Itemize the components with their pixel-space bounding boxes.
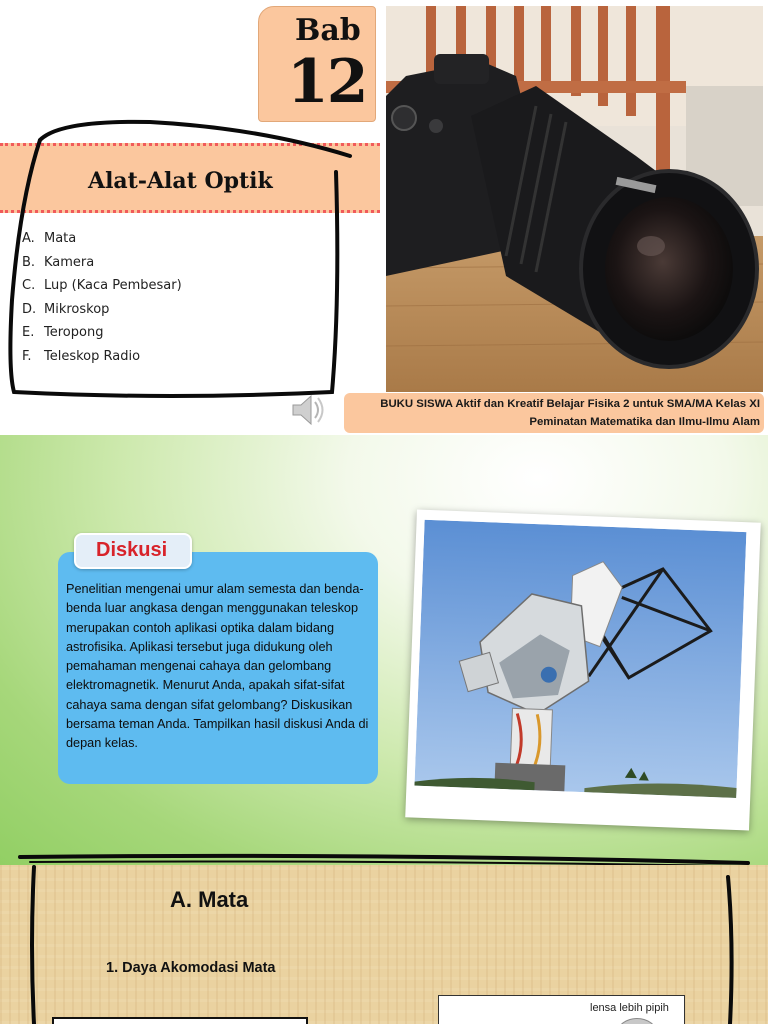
toc-item: C. Lup (Kaca Pembesar): [22, 278, 182, 294]
telescope-photo-frame: [405, 510, 761, 831]
slide-mata: [0, 865, 768, 1024]
slide-chapter-cover: [0, 0, 768, 435]
camera-photo: [386, 6, 763, 392]
toc-item: D. Mikroskop: [22, 301, 110, 317]
chapter-title-band: [0, 143, 380, 213]
diskusi-text: Penelitian mengenai umur alam semesta dan benda-benda luar angkasa dengan menggunakan teleskop merupakan contoh aplikasi optika dalam bidang astrofisika. Aplikasi tersebut juga didukung oleh pemahaman mengenai cahaya dan gelombang elektromagnetik. Menurut Anda, apakah sifat-sifat cahaya sama dengan sifat gelombang? Diskusikan bersama teman Anda. Tampilkan hasil diskusi Anda di depan kelas.: [66, 582, 369, 751]
diskusi-tab: [74, 533, 192, 569]
caption-line-2: Peminatan Matematika dan Ilmu-Ilmu Alam: [529, 416, 760, 428]
caption-line-1: BUKU SISWA Aktif dan Kreatif Belajar Fisika 2 untuk SMA/MA Kelas XI: [380, 398, 760, 410]
subsection-title: 1. Daya Akomodasi Mata: [106, 960, 276, 976]
telescope-photo: [414, 520, 746, 798]
lens-diagram: [438, 995, 685, 1024]
diskusi-box: [58, 552, 378, 784]
slide-diskusi: [0, 435, 768, 865]
speaker-icon[interactable]: [287, 390, 327, 430]
toc-item: F. Teleskop Radio: [22, 348, 141, 364]
chapter-title: Alat-Alat Optik: [88, 168, 273, 194]
lens-label: lensa lebih pipih: [590, 1002, 669, 1014]
section-title: A. Mata: [170, 887, 249, 912]
toc-item: A. Mata: [22, 231, 77, 246]
table-of-contents: [22, 229, 182, 371]
toc-item: E. Teropong: [22, 325, 104, 341]
toc-item: B. Kamera: [22, 254, 95, 270]
chapter-number: 12: [287, 47, 367, 117]
chapter-word: Bab: [295, 13, 361, 48]
diskusi-label: Diskusi: [96, 539, 168, 561]
chapter-tab: [258, 6, 376, 122]
book-caption: [344, 393, 764, 433]
lens-shape-icon: [617, 1018, 657, 1024]
content-box: [52, 1017, 308, 1024]
